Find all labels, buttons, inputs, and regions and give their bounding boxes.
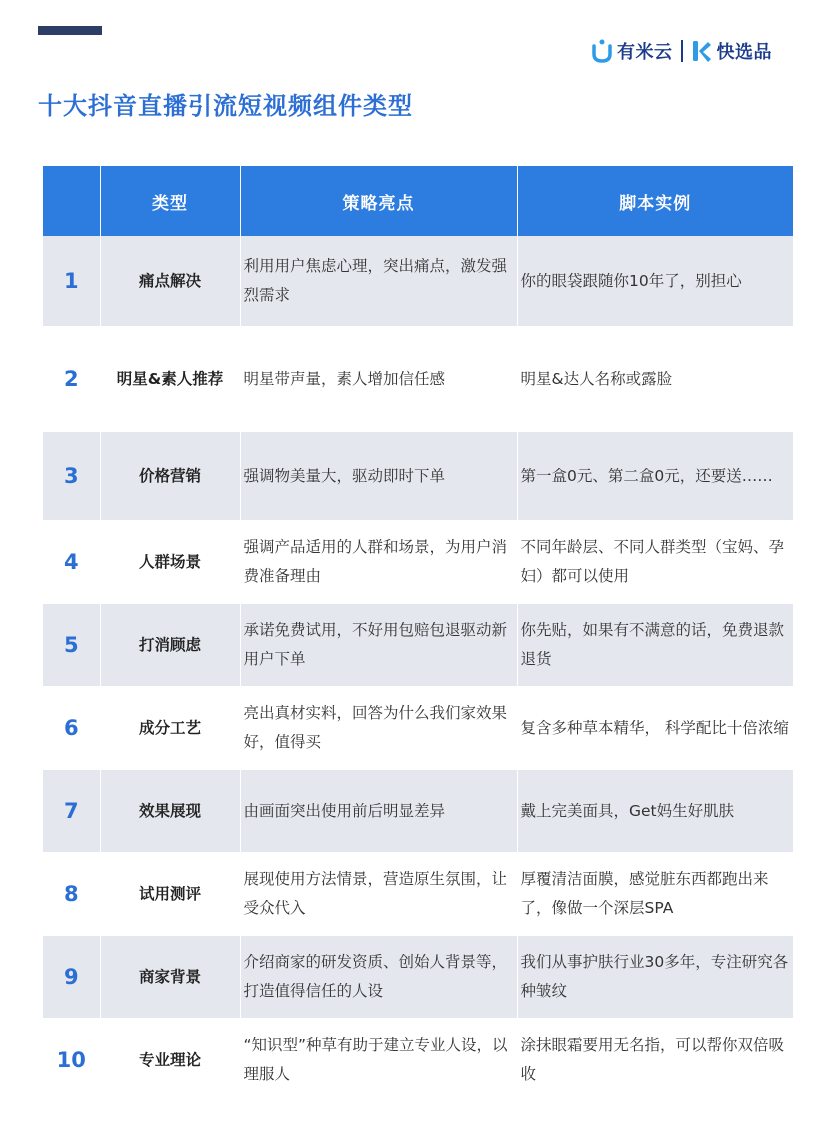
brand-youmiyun — [591, 38, 673, 64]
brand-right-name: 快选品 — [716, 42, 772, 63]
row-type: 价格营销 — [138, 466, 201, 485]
row-type: 试用测评 — [138, 884, 201, 903]
row-type: 商家背景 — [138, 967, 201, 986]
row-number-cell — [43, 1018, 100, 1102]
row-strategy: 承诺免费试用，不好用包赔包退驱动新用户下单 — [243, 621, 508, 668]
row-number-cell — [43, 936, 100, 1018]
row-number-cell — [43, 326, 100, 432]
row-number: 1 — [63, 268, 79, 293]
row-number: 5 — [63, 632, 79, 657]
row-number-cell — [43, 520, 100, 604]
row-strategy-cell — [240, 520, 517, 604]
row-script: 你先贴，如果有不满意的话，免费退款退货 — [520, 621, 785, 668]
row-script-cell — [517, 936, 793, 1018]
row-number-cell — [43, 852, 100, 936]
row-type: 明星&素人推荐 — [116, 369, 224, 388]
row-script: 厚覆清洁面膜，感觉脏东西都跑出来了，像做一个深层SPA — [520, 870, 769, 917]
page-title: 十大抖音直播引流短视频组件类型 — [38, 92, 413, 120]
row-type: 专业理论 — [138, 1050, 201, 1069]
row-type: 效果展现 — [138, 801, 201, 820]
row-script: 我们从事护肤行业30多年，专注研究各种皱纹 — [520, 953, 789, 1000]
table-row — [43, 852, 793, 936]
header-strategy: 策略亮点 — [240, 166, 517, 236]
row-number: 8 — [63, 881, 79, 906]
row-script-cell — [517, 686, 793, 770]
row-strategy-cell — [240, 852, 517, 936]
row-script: 复含多种草本精华， 科学配比十倍浓缩 — [520, 718, 789, 737]
row-number: 4 — [63, 549, 79, 574]
brand-kuaixuanpin — [691, 38, 773, 64]
row-script: 第一盒0元、第二盒0元，还要送…… — [520, 466, 773, 485]
top-accent-bar — [38, 26, 102, 35]
row-script: 不同年龄层、不同人群类型（宝妈、孕妇）都可以使用 — [520, 538, 785, 585]
row-type-cell — [100, 520, 240, 604]
table-row — [43, 936, 793, 1018]
row-strategy: 强调物美量大，驱动即时下单 — [243, 466, 446, 485]
row-strategy-cell — [240, 936, 517, 1018]
row-script: 明星&达人名称或露脸 — [520, 369, 673, 388]
row-strategy: 强调产品适用的人群和场景，为用户消费准备理由 — [243, 538, 508, 585]
row-strategy-cell — [240, 432, 517, 520]
row-type-cell — [100, 686, 240, 770]
row-script-cell — [517, 852, 793, 936]
row-strategy: 明星带声量，素人增加信任感 — [243, 369, 446, 388]
header-type: 类型 — [100, 166, 240, 236]
row-type-cell — [100, 604, 240, 686]
row-strategy: 由画面突出使用前后明显差异 — [243, 801, 446, 820]
table-header-row — [43, 166, 793, 236]
row-strategy: “知识型”种草有助于建立专业人设，以理服人 — [243, 1036, 508, 1083]
row-type: 打消顾虑 — [138, 635, 201, 654]
row-script-cell — [517, 520, 793, 604]
row-number: 6 — [63, 715, 79, 740]
row-strategy-cell — [240, 770, 517, 852]
row-script-cell — [517, 326, 793, 432]
row-number-cell — [43, 432, 100, 520]
table-row — [43, 520, 793, 604]
row-script-cell — [517, 1018, 793, 1102]
header-num-cell — [43, 166, 100, 236]
kuaixuanpin-logo-icon — [691, 38, 713, 64]
table-row — [43, 770, 793, 852]
row-number-cell — [43, 770, 100, 852]
row-type-cell — [100, 770, 240, 852]
table-row — [43, 1018, 793, 1102]
row-script-cell — [517, 236, 793, 326]
row-script: 你的眼袋跟随你10年了，别担心 — [520, 271, 742, 290]
row-script: 戴上完美面具，Get妈生好肌肤 — [520, 801, 735, 820]
row-type-cell — [100, 432, 240, 520]
table-row — [43, 326, 793, 432]
row-strategy: 亮出真材实料，回答为什么我们家效果好，值得买 — [243, 704, 508, 751]
row-strategy-cell — [240, 236, 517, 326]
row-type: 人群场景 — [138, 552, 201, 571]
row-number: 7 — [63, 798, 79, 823]
brand-divider — [681, 40, 683, 62]
row-script-cell — [517, 604, 793, 686]
row-script-cell — [517, 770, 793, 852]
row-strategy-cell — [240, 1018, 517, 1102]
row-type: 痛点解决 — [138, 271, 201, 290]
row-strategy-cell — [240, 326, 517, 432]
youmiyun-logo-icon — [591, 38, 613, 64]
table-row — [43, 604, 793, 686]
row-strategy: 展现使用方法情景，营造原生氛围，让受众代入 — [243, 870, 508, 917]
row-strategy: 介绍商家的研发资质、创始人背景等，打造值得信任的人设 — [243, 953, 508, 1000]
row-strategy-cell — [240, 604, 517, 686]
row-strategy-cell — [240, 686, 517, 770]
row-script-cell — [517, 432, 793, 520]
header-script: 脚本实例 — [517, 166, 793, 236]
row-type-cell — [100, 852, 240, 936]
brand-logos — [591, 38, 772, 64]
row-script: 涂抹眼霜要用无名指，可以帮你双倍吸收 — [520, 1036, 785, 1083]
row-number-cell — [43, 604, 100, 686]
table-row — [43, 236, 793, 326]
row-number: 10 — [56, 1047, 86, 1072]
row-number-cell — [43, 236, 100, 326]
row-type-cell — [100, 236, 240, 326]
brand-left-name: 有米云 — [617, 42, 673, 63]
row-number-cell — [43, 686, 100, 770]
row-number: 9 — [63, 964, 79, 989]
table-row — [43, 686, 793, 770]
row-strategy: 利用用户焦虑心理，突出痛点，激发强烈需求 — [243, 257, 508, 304]
row-type-cell — [100, 936, 240, 1018]
types-table — [43, 166, 793, 1102]
component-types-table — [43, 166, 793, 1102]
row-type: 成分工艺 — [138, 718, 201, 737]
row-number: 3 — [63, 463, 79, 488]
table-row — [43, 432, 793, 520]
row-type-cell — [100, 1018, 240, 1102]
row-number: 2 — [63, 366, 79, 391]
row-type-cell — [100, 326, 240, 432]
